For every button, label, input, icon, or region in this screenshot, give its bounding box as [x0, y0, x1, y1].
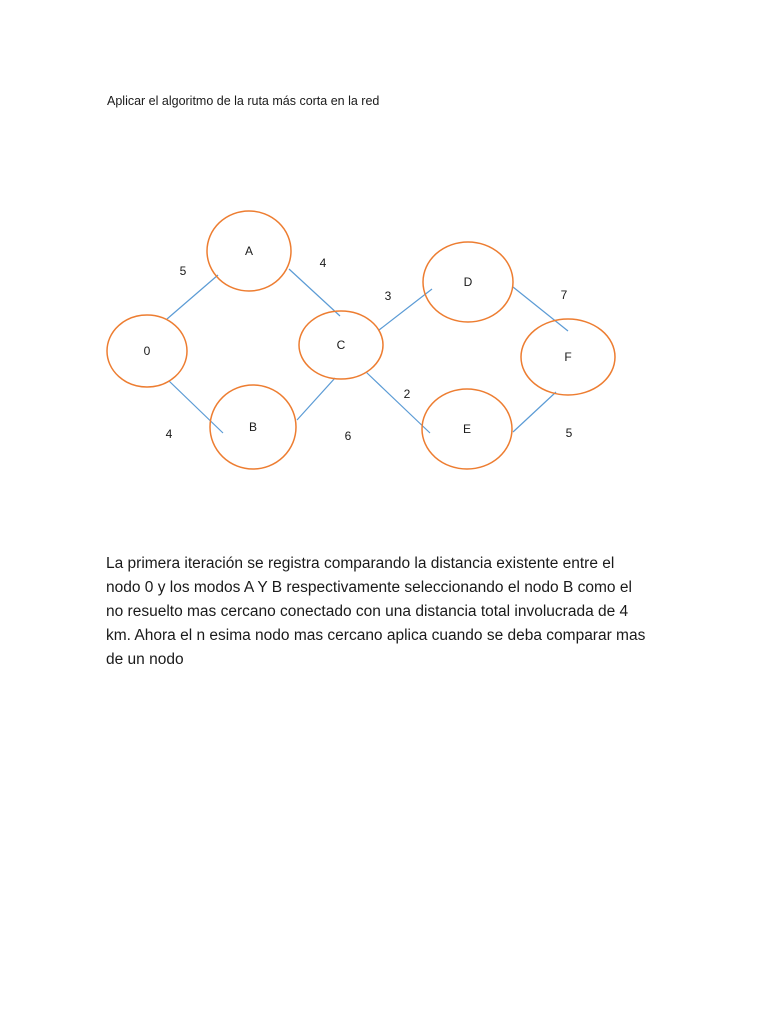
- node-label: F: [564, 350, 572, 364]
- node-label: 0: [143, 344, 151, 358]
- edge-weight-a-c: 4: [319, 256, 327, 270]
- edge-b-c: [297, 378, 335, 420]
- edge-o-a: [167, 275, 218, 319]
- node-label: C: [336, 338, 346, 352]
- paragraph-line: km. Ahora el n esima nodo mas cercano aplica cuando se deba comparar mas: [106, 627, 646, 644]
- node-label: B: [248, 420, 258, 434]
- edge-weight-o-a: 5: [179, 264, 187, 278]
- edge-c-e: [366, 372, 430, 433]
- node-c: [299, 311, 383, 379]
- paragraph-line: de un nodo: [106, 651, 184, 668]
- edge-weight-d-f: 7: [560, 288, 568, 302]
- edge-weight-b-c: 6: [344, 429, 352, 443]
- node-label: E: [462, 422, 472, 436]
- paragraph-line: no resuelto mas cercano conectado con una distancia total involucrada de 4: [106, 603, 629, 620]
- node-label: D: [463, 275, 473, 289]
- node-a: [207, 211, 291, 291]
- paragraph-line: nodo 0 y los modos A Y B respectivamente seleccionando el nodo B como el: [106, 579, 632, 596]
- node-d: [423, 242, 513, 322]
- body-paragraph: [106, 552, 676, 672]
- edge-e-f: [513, 392, 556, 432]
- edges-layer: [167, 269, 568, 433]
- node-label: A: [244, 244, 254, 258]
- weights-layer: [166, 256, 573, 443]
- edge-weight-o-b: 4: [165, 427, 173, 441]
- edge-weight-c-d: 3: [384, 289, 392, 303]
- edge-weight-c-e: 2: [403, 387, 411, 401]
- node-e: [422, 389, 512, 469]
- edge-weight-e-f: 5: [565, 426, 573, 440]
- node-o: [107, 315, 187, 387]
- nodes-layer: [107, 211, 615, 469]
- paragraph-line: La primera iteración se registra comparando la distancia existente entre el: [106, 555, 615, 572]
- node-b: [210, 385, 296, 469]
- edge-a-c: [289, 269, 340, 316]
- page-title: Aplicar el algoritmo de la ruta más corta en la red: [107, 94, 380, 108]
